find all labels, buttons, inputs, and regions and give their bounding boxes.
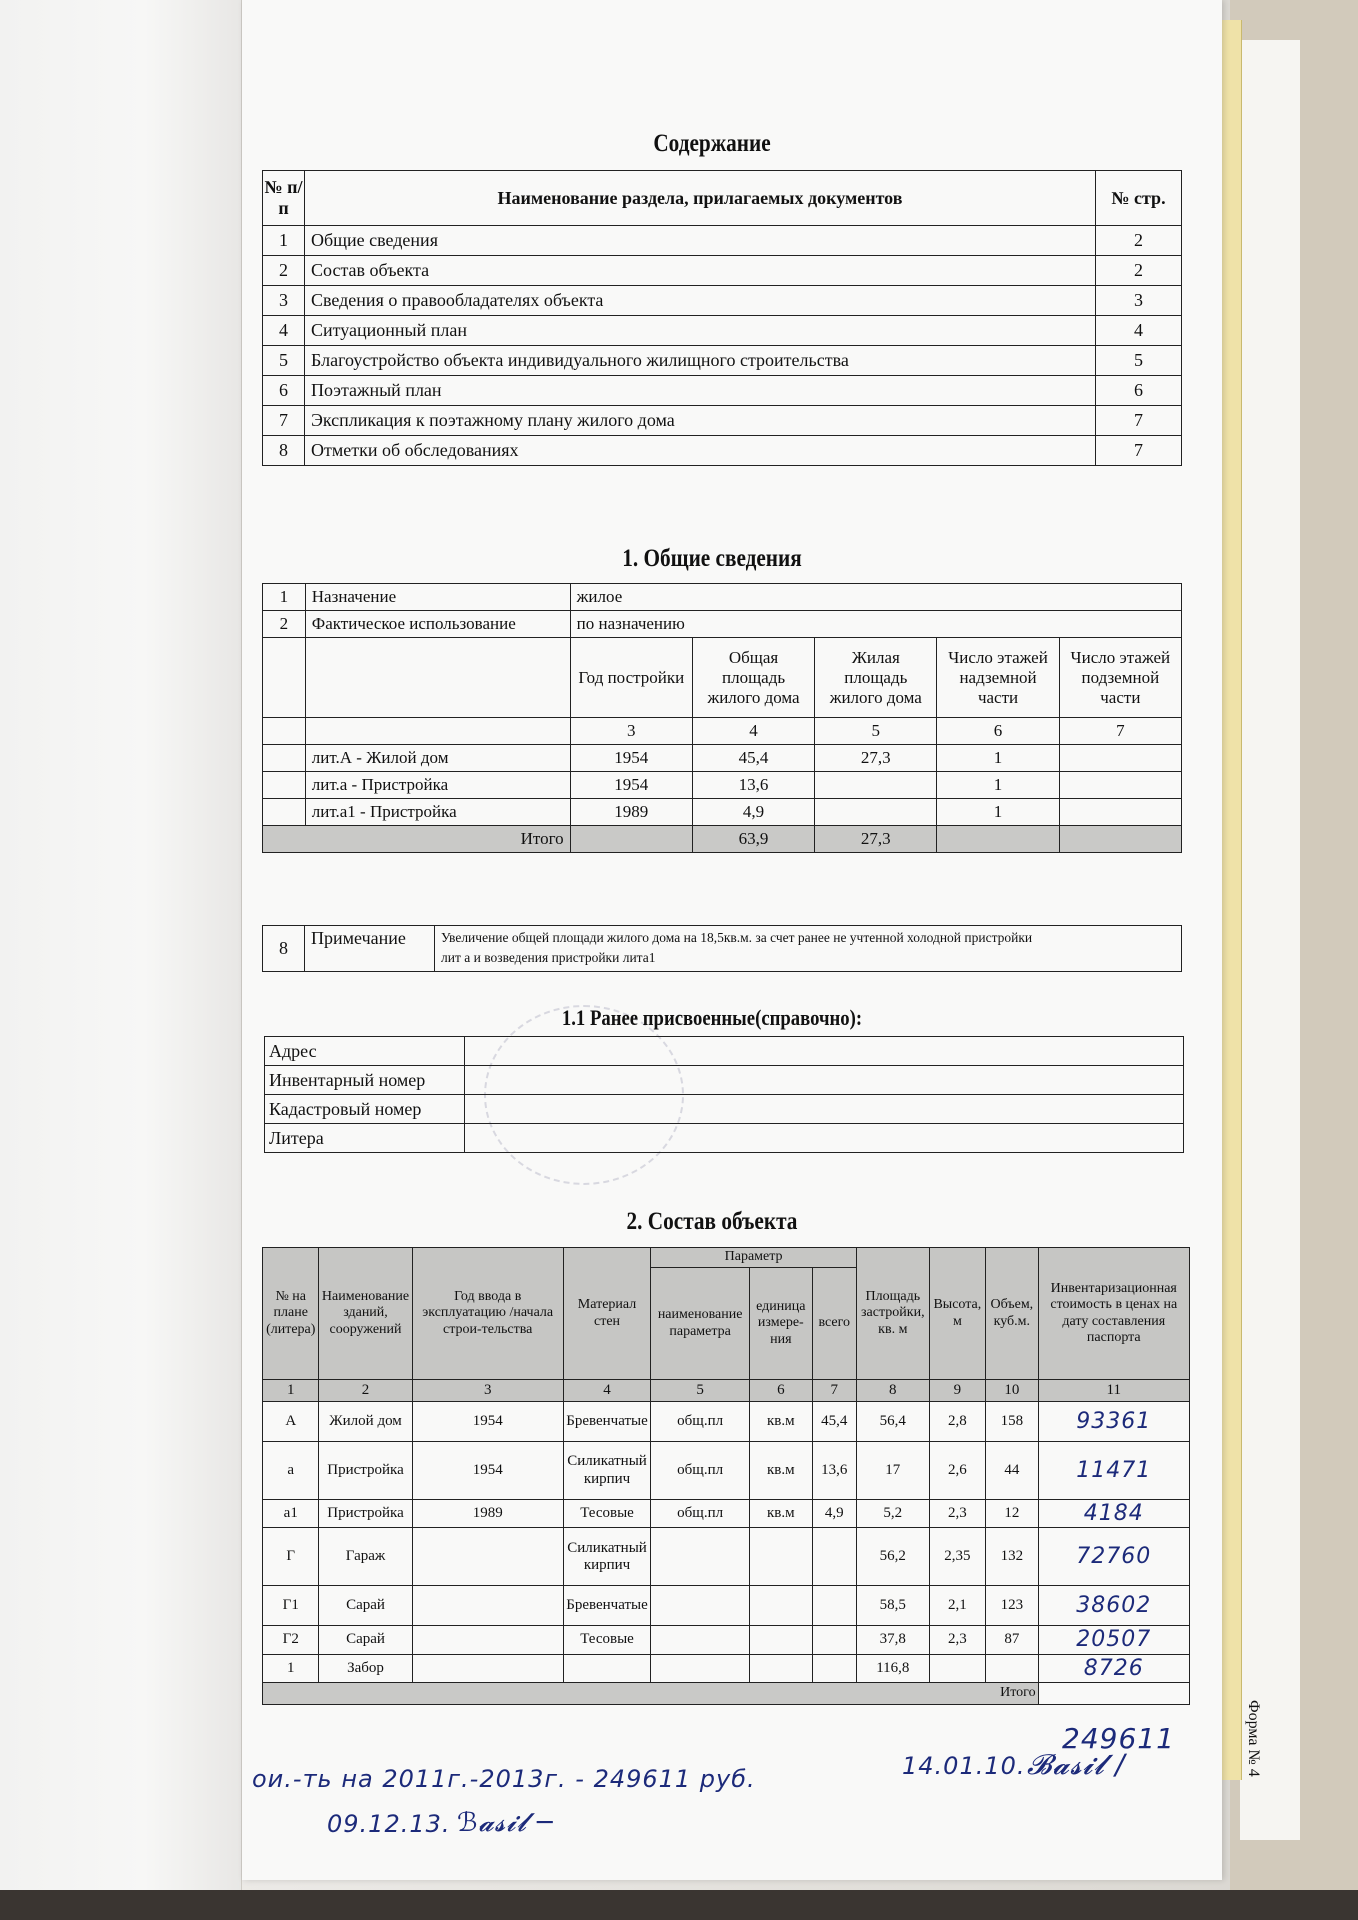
hdr-volume: Объем, куб.м. — [986, 1248, 1038, 1380]
composition-row-cost: 38602 — [1038, 1586, 1189, 1626]
actual-use-value: по назначению — [570, 611, 1181, 638]
composition-row-name: Пристройка — [319, 1442, 412, 1500]
composition-row-cost: 93361 — [1038, 1402, 1189, 1442]
general-row-year: 1954 — [570, 745, 692, 772]
composition-row-total — [812, 1654, 856, 1682]
toc-row-page: 7 — [1096, 406, 1182, 436]
prior-row-label: Кадастровый номер — [265, 1095, 465, 1124]
general-row-below — [1059, 772, 1181, 799]
composition-row-material: Силикатный кирпич — [563, 1528, 650, 1586]
prior-row-label: Адрес — [265, 1037, 465, 1066]
composition-row — [263, 1626, 1190, 1654]
composition-table — [262, 1247, 1190, 1705]
composition-row-height: 2,6 — [929, 1442, 985, 1500]
general-row-living: 27,3 — [815, 745, 937, 772]
toc-row-name: Сведения о правообладателях объекта — [305, 286, 1096, 316]
handwritten-note-line1: ои.-ть на 2011г.-2013г. - 249611 руб. — [252, 1765, 756, 1793]
hdr-parameter: Параметр — [651, 1248, 857, 1268]
composition-row-name: Сарай — [319, 1626, 412, 1654]
toc-row-page: 5 — [1096, 346, 1182, 376]
toc-row — [263, 286, 1182, 316]
col-num: 3 — [570, 718, 692, 745]
purpose-num: 1 — [263, 584, 306, 611]
composition-row-volume: 12 — [986, 1500, 1038, 1528]
composition-row-year — [412, 1528, 563, 1586]
col-floors-above: Число этажей надземной части — [937, 638, 1059, 718]
general-row-below — [1059, 745, 1181, 772]
general-title: 1. Общие сведения — [622, 545, 802, 572]
toc-row-name: Поэтажный план — [305, 376, 1096, 406]
composition-row-unit — [750, 1586, 813, 1626]
general-row-above: 1 — [937, 799, 1059, 826]
toc-row — [263, 226, 1182, 256]
composition-row-year: 1954 — [412, 1402, 563, 1442]
composition-row-height: 2,8 — [929, 1402, 985, 1442]
toc-row-page: 7 — [1096, 436, 1182, 466]
general-row-above: 1 — [937, 772, 1059, 799]
prior-row-label: Инвентарный номер — [265, 1066, 465, 1095]
prior-row-value — [465, 1037, 1184, 1066]
composition-row-lit: Г — [263, 1528, 319, 1586]
toc-row-name: Состав объекта — [305, 256, 1096, 286]
general-row-name: лит.А - Жилой дом — [305, 745, 570, 772]
prior-row — [265, 1124, 1184, 1153]
prior-row-label: Литера — [265, 1124, 465, 1153]
composition-row — [263, 1442, 1190, 1500]
toc-table — [262, 170, 1182, 466]
composition-col-num: 8 — [856, 1380, 929, 1402]
composition-row-total: 4,9 — [812, 1500, 856, 1528]
handwritten-date-left: 09.12.13. — [327, 1810, 451, 1838]
composition-col-num: 5 — [651, 1380, 750, 1402]
hdr-name: Наименование зданий, сооружений — [319, 1248, 412, 1380]
note-label: Примечание — [305, 926, 435, 972]
toc-row-num: 1 — [263, 226, 305, 256]
general-row-above: 1 — [937, 745, 1059, 772]
composition-row — [263, 1586, 1190, 1626]
bottom-strip — [0, 1890, 1358, 1920]
composition-row-height: 2,1 — [929, 1586, 985, 1626]
composition-row-material: Силикатный кирпич — [563, 1442, 650, 1500]
col-year: Год постройки — [570, 638, 692, 718]
composition-col-num: 6 — [750, 1380, 813, 1402]
toc-title: Содержание — [653, 130, 771, 157]
composition-row-lit: А — [263, 1402, 319, 1442]
general-total-label: Итого — [263, 826, 571, 853]
toc-header-num: № п/п — [263, 171, 305, 226]
general-row-year: 1989 — [570, 799, 692, 826]
general-row-name: лит.а1 - Пристройка — [305, 799, 570, 826]
prior-row-value — [465, 1066, 1184, 1095]
hdr-total: всего — [812, 1268, 856, 1380]
composition-row-year — [412, 1586, 563, 1626]
composition-row-material: Тесовые — [563, 1626, 650, 1654]
composition-row-year: 1954 — [412, 1442, 563, 1500]
prior-row — [265, 1066, 1184, 1095]
col-num: 6 — [937, 718, 1059, 745]
composition-row-area: 116,8 — [856, 1654, 929, 1682]
composition-row-lit: 1 — [263, 1654, 319, 1682]
prior-row — [265, 1095, 1184, 1124]
toc-row-name: Ситуационный план — [305, 316, 1096, 346]
general-row — [263, 745, 1182, 772]
composition-row-name: Гараж — [319, 1528, 412, 1586]
hdr-height: Высота, м — [929, 1248, 985, 1380]
toc-row-page: 3 — [1096, 286, 1182, 316]
general-row-year: 1954 — [570, 772, 692, 799]
toc-header-page: № стр. — [1096, 171, 1182, 226]
toc-row-num: 3 — [263, 286, 305, 316]
composition-row-cost: 4184 — [1038, 1500, 1189, 1528]
composition-total-label: Итого — [263, 1682, 1039, 1704]
composition-col-num: 7 — [812, 1380, 856, 1402]
composition-row — [263, 1500, 1190, 1528]
general-row-total: 13,6 — [692, 772, 814, 799]
prior-row-value — [465, 1095, 1184, 1124]
general-row — [263, 799, 1182, 826]
composition-col-num: 2 — [319, 1380, 412, 1402]
composition-row-param: общ.пл — [651, 1402, 750, 1442]
document-page — [242, 0, 1222, 1880]
hdr-param-name: наименование параметра — [651, 1268, 750, 1380]
left-page — [0, 0, 242, 1900]
back-sheet — [1240, 40, 1300, 1840]
toc-row-name: Общие сведения — [305, 226, 1096, 256]
general-total-area: 63,9 — [692, 826, 814, 853]
composition-row-lit: Г1 — [263, 1586, 319, 1626]
note-text-line2: лит а и возведения пристройки лита1 — [441, 950, 656, 966]
composition-row-year — [412, 1626, 563, 1654]
composition-row-unit: кв.м — [750, 1402, 813, 1442]
composition-row-param — [651, 1654, 750, 1682]
general-row-living — [815, 772, 937, 799]
composition-row-area: 17 — [856, 1442, 929, 1500]
composition-row-volume — [986, 1654, 1038, 1682]
purpose-value: жилое — [570, 584, 1181, 611]
composition-col-num: 4 — [563, 1380, 650, 1402]
composition-row-area: 56,4 — [856, 1402, 929, 1442]
toc-row — [263, 346, 1182, 376]
composition-row-name: Сарай — [319, 1586, 412, 1626]
composition-col-num: 11 — [1038, 1380, 1189, 1402]
composition-row-volume: 44 — [986, 1442, 1038, 1500]
composition-row-lit: а1 — [263, 1500, 319, 1528]
composition-row-material: Тесовые — [563, 1500, 650, 1528]
composition-row-cost: 20507 — [1038, 1626, 1189, 1654]
composition-row-unit: кв.м — [750, 1500, 813, 1528]
composition-row-total — [812, 1626, 856, 1654]
composition-row-material — [563, 1654, 650, 1682]
composition-row-unit — [750, 1654, 813, 1682]
composition-row-material: Бревенчатые — [563, 1586, 650, 1626]
actual-use-num: 2 — [263, 611, 306, 638]
col-living-area: Жилая площадь жилого дома — [815, 638, 937, 718]
col-total-area: Общая площадь жилого дома — [692, 638, 814, 718]
composition-col-num: 3 — [412, 1380, 563, 1402]
toc-row-num: 4 — [263, 316, 305, 346]
toc-row-num: 8 — [263, 436, 305, 466]
composition-row-total: 45,4 — [812, 1402, 856, 1442]
hdr-built-area: Площадь застройки, кв. м — [856, 1248, 929, 1380]
col-floors-below: Число этажей подземной части — [1059, 638, 1181, 718]
hdr-year: Год ввода в эксплуатацию /начала строи-тельства — [412, 1248, 563, 1380]
composition-row-height — [929, 1654, 985, 1682]
hdr-unit: единица измере-ния — [750, 1268, 813, 1380]
composition-row-param: общ.пл — [651, 1500, 750, 1528]
toc-row-page: 2 — [1096, 256, 1182, 286]
prior-table — [264, 1036, 1184, 1153]
composition-row-param: общ.пл — [651, 1442, 750, 1500]
general-row-living — [815, 799, 937, 826]
signature-left: ℬ𝓪𝓼𝓲𝓵 ─ — [457, 1808, 554, 1838]
handwritten-total-cost: 249611 — [1062, 1722, 1175, 1755]
composition-row-total — [812, 1586, 856, 1626]
general-row-blank — [263, 799, 306, 826]
hdr-plan-no: № на плане (литера) — [263, 1248, 319, 1380]
toc-row-name: Экспликация к поэтажному плану жилого дома — [305, 406, 1096, 436]
composition-row-cost: 11471 — [1038, 1442, 1189, 1500]
composition-row-param — [651, 1626, 750, 1654]
composition-row-name: Пристройка — [319, 1500, 412, 1528]
toc-row-page: 6 — [1096, 376, 1182, 406]
handwritten-date-right: 14.01.10. — [902, 1752, 1026, 1780]
composition-row-volume: 158 — [986, 1402, 1038, 1442]
composition-row-cost: 8726 — [1038, 1654, 1189, 1682]
composition-row-unit: кв.м — [750, 1442, 813, 1500]
general-row-name: лит.а - Пристройка — [305, 772, 570, 799]
composition-col-num: 1 — [263, 1380, 319, 1402]
toc-row-page: 2 — [1096, 226, 1182, 256]
toc-row — [263, 436, 1182, 466]
composition-row-cost: 72760 — [1038, 1528, 1189, 1586]
hdr-material: Материал стен — [563, 1248, 650, 1380]
composition-row-height: 2,3 — [929, 1626, 985, 1654]
toc-row — [263, 316, 1182, 346]
form-label: Форма № 4 — [1245, 1700, 1262, 1777]
prior-title: 1.1 Ранее присвоенные(справочно): — [561, 1005, 863, 1030]
composition-row-param — [651, 1586, 750, 1626]
signature-right: 𝓑𝓪𝓼𝓲𝓵 ∕ — [1027, 1748, 1126, 1781]
composition-row-name: Забор — [319, 1654, 412, 1682]
toc-row-name: Отметки об обследованиях — [305, 436, 1096, 466]
note-text-line1: Увеличение общей площади жилого дома на 18,5кв.м. за счет ранее не учтенной холодной пристройки — [441, 930, 1033, 945]
hdr-cost: Инвентаризационная стоимость в ценах на дату составления паспорта — [1038, 1248, 1189, 1380]
composition-row — [263, 1528, 1190, 1586]
composition-row — [263, 1402, 1190, 1442]
composition-row-height: 2,35 — [929, 1528, 985, 1586]
composition-row-area: 56,2 — [856, 1528, 929, 1586]
composition-title: 2. Состав объекта — [626, 1208, 798, 1235]
composition-row-year: 1989 — [412, 1500, 563, 1528]
composition-row-area: 37,8 — [856, 1626, 929, 1654]
toc-row-num: 6 — [263, 376, 305, 406]
composition-row-year — [412, 1654, 563, 1682]
general-row — [263, 772, 1182, 799]
general-row-blank — [263, 745, 306, 772]
composition-row-total: 13,6 — [812, 1442, 856, 1500]
note-num: 8 — [263, 926, 305, 972]
note-table — [262, 925, 1182, 972]
composition-row — [263, 1654, 1190, 1682]
general-row-blank — [263, 772, 306, 799]
col-num: 7 — [1059, 718, 1181, 745]
general-row-total: 45,4 — [692, 745, 814, 772]
composition-row-lit: а — [263, 1442, 319, 1500]
toc-header-name: Наименование раздела, прилагаемых документов — [305, 171, 1096, 226]
general-row-below — [1059, 799, 1181, 826]
composition-row-unit — [750, 1528, 813, 1586]
composition-row-material: Бревенчатые — [563, 1402, 650, 1442]
toc-row — [263, 406, 1182, 436]
composition-row-volume: 123 — [986, 1586, 1038, 1626]
composition-row-name: Жилой дом — [319, 1402, 412, 1442]
composition-row-area: 58,5 — [856, 1586, 929, 1626]
composition-row-param — [651, 1528, 750, 1586]
toc-row-page: 4 — [1096, 316, 1182, 346]
composition-col-num: 9 — [929, 1380, 985, 1402]
toc-row-name: Благоустройство объекта индивидуального жилищного строительства — [305, 346, 1096, 376]
toc-row-num: 7 — [263, 406, 305, 436]
prior-row-value — [465, 1124, 1184, 1153]
toc-row-num: 5 — [263, 346, 305, 376]
composition-row-height: 2,3 — [929, 1500, 985, 1528]
composition-row-volume: 87 — [986, 1626, 1038, 1654]
composition-row-total — [812, 1528, 856, 1586]
composition-col-num: 10 — [986, 1380, 1038, 1402]
toc-row — [263, 256, 1182, 286]
toc-row-num: 2 — [263, 256, 305, 286]
toc-row — [263, 376, 1182, 406]
composition-row-area: 5,2 — [856, 1500, 929, 1528]
general-total-living: 27,3 — [815, 826, 937, 853]
composition-row-volume: 132 — [986, 1528, 1038, 1586]
general-row-total: 4,9 — [692, 799, 814, 826]
col-num: 4 — [692, 718, 814, 745]
composition-row-lit: Г2 — [263, 1626, 319, 1654]
purpose-label: Назначение — [305, 584, 570, 611]
actual-use-label: Фактическое использование — [305, 611, 570, 638]
general-table — [262, 583, 1182, 853]
composition-row-unit — [750, 1626, 813, 1654]
col-num: 5 — [815, 718, 937, 745]
prior-row — [265, 1037, 1184, 1066]
